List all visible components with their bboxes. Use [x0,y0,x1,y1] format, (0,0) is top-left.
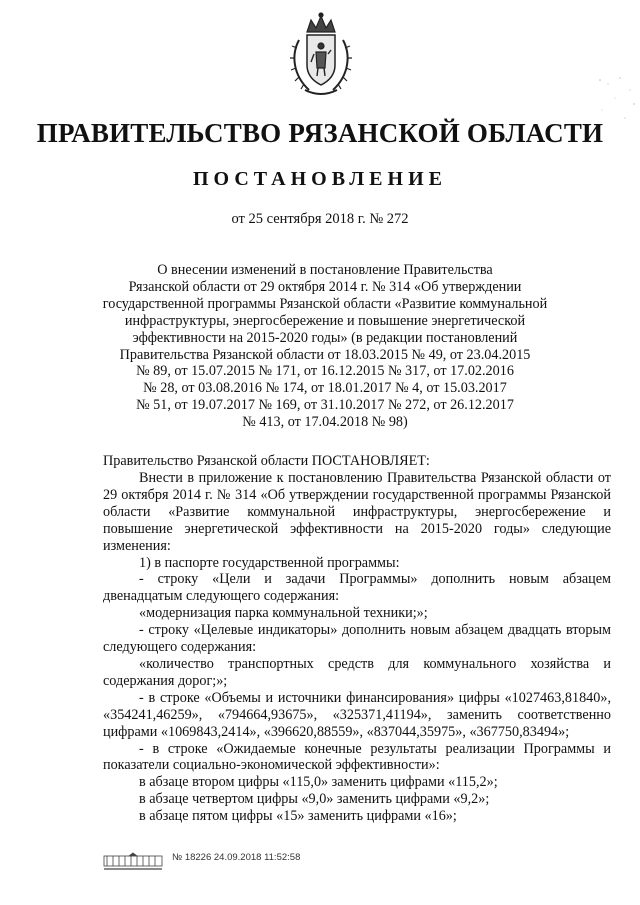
subject-line: № 28, от 03.08.2016 № 174, от 18.01.2017 № 4, от 15.03.2017 [143,380,507,397]
registry-logo [103,852,163,872]
organization-title: ПРАВИТЕЛЬСТВО РЯЗАНСКОЙ ОБЛАСТИ [36,118,604,148]
subject-line: государственной программы Рязанской области «Развитие коммунальной [102,295,548,312]
body-paragraph: «модернизация парка коммунальной техники;»; [139,605,428,622]
body-paragraph: Внести в приложение к постановлению Правительства Рязанской области от 29 октября 2014 г. № 314 «Об утверждении государственной программы Рязанской области «Развитие коммунальной инфраструктуры, энергосбережение и повышение энергетической эффективности на 2015-2020 годы» следующие изменения: [103,470,611,554]
subject-line: № 51, от 19.07.2017 № 169, от 31.10.2017 № 272, от 26.12.2017 [136,397,514,414]
document-date-number: от 25 сентября 2018 г. № 272 [231,211,409,227]
subject-line: О внесении изменений в постановление Правительства [157,262,493,278]
body-paragraph: в абзаце втором цифры «115,0» заменить цифрами «115,2»; [139,774,498,791]
body-paragraph: «количество транспортных средств для коммунального хозяйства и содержания дорог;»; [103,655,611,689]
body-paragraph: в абзаце пятом цифры «15» заменить цифрами «16»; [139,808,457,825]
document-body [103,470,611,825]
document-subject [100,262,550,431]
decree-statement: Правительство Рязанской области ПОСТАНОВЛЯЕТ: [103,453,430,469]
subject-line: эффективности на 2015-2020 годы» (в редакции постановлений [132,329,518,346]
body-paragraph: - в строке «Объемы и источники финансирования» цифры «1027463,81840», «354241,46259», «794664,93675», «325371,41194», заменить соответственно цифрами «1069843,2414», «396620,88559», «837044,35975», «367750,83494»; [103,689,611,740]
subject-line: Правительства Рязанской области от 18.03.2015 № 49, от 23.04.2015 [119,346,531,363]
body-paragraph: - строку «Целевые индикаторы» дополнить новым абзацем двадцать вторым следующего содержания: [103,622,611,656]
subject-line: Рязанской области от 29 октября 2014 г. № 314 «Об утверждении [128,278,522,295]
registration-stamp: № 18226 24.09.2018 11:52:58 [172,852,301,863]
subject-line: № 89, от 15.07.2015 № 171, от 16.12.2015 № 317, от 17.02.2016 [136,363,514,380]
body-paragraph: 1) в паспорте государственной программы: [139,554,400,571]
coat-of-arms-emblem [285,10,357,100]
document-type-heading: ПОСТАНОВЛЕНИЕ [193,168,447,190]
body-paragraph: - в строке «Ожидаемые конечные результаты реализации Программы и показатели социально-экономической эффективности»: [103,740,611,774]
subject-line: инфраструктуры, энергосбережение и повышение энергетической [124,312,526,329]
body-paragraph: в абзаце четвертом цифры «9,0» заменить цифрами «9,2»; [139,791,490,808]
body-paragraph: - строку «Цели и задачи Программы» дополнить новым абзацем двенадцатым следующего содержания: [103,571,611,605]
subject-line: № 413, от 17.04.2018 № 98) [242,414,408,431]
